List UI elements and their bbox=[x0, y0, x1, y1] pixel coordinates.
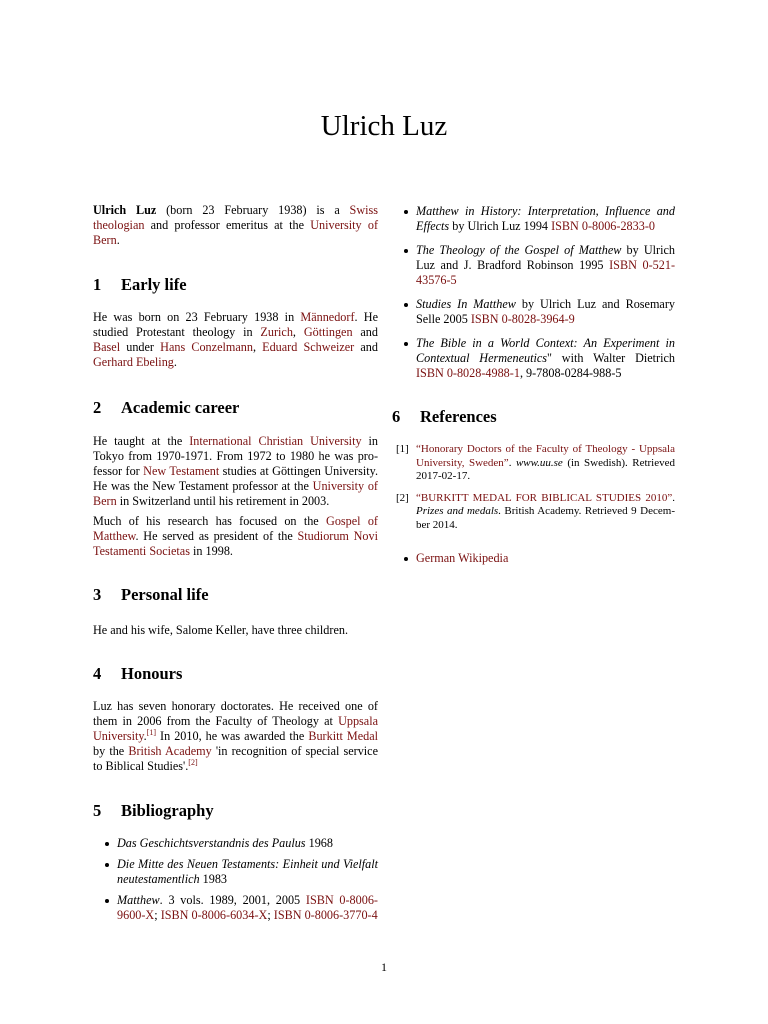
link-gospel-of-matthew[interactable]: Gospel of Matthew bbox=[93, 514, 378, 543]
link-university-of-bern[interactable]: University of Bern bbox=[93, 218, 378, 247]
heading-academic-career: 2 Academic career bbox=[93, 398, 240, 417]
link-burkitt-medal[interactable]: Burkitt Medal bbox=[308, 729, 378, 743]
link-isbn[interactable]: ISBN 0-8006-6034-X bbox=[160, 908, 268, 922]
academic-career-paragraph-2: Much of his research has focused on the Gospel of Matthew. He served as president of the Studiorum Novi Testamenti Societas in 1998. bbox=[93, 514, 379, 558]
heading-references: 6 References bbox=[392, 407, 497, 426]
link-uppsala-university[interactable]: Uppsala University bbox=[93, 714, 378, 743]
link-swiss-theologian[interactable]: Swiss theologian bbox=[93, 203, 378, 232]
link-basel[interactable]: Basel bbox=[93, 340, 121, 354]
academic-career-paragraph-1: He taught at the International Christian University in Tokyo from 1970-1971. From 1972 to 1980 he was professor for New Testament studies at Göttingen University. He was the New Testament professor at the University of Bern in Switzerland until his retirement in 2003. bbox=[93, 434, 379, 508]
page-title: Ulrich Luz bbox=[320, 110, 448, 142]
link-new-testament[interactable]: New Testament bbox=[143, 464, 220, 478]
early-life-paragraph: He was born on 23 February 1938 in Männedorf. He studied Protestant theology in Zurich, Göttingen and Basel under Hans Conzelmann, Eduard Schweizer and Gerhard Ebeling. bbox=[93, 310, 378, 369]
intro-paragraph: Ulrich Luz (born 23 February 1938) is a Swiss theologian and professor emeritus at the University of Bern. bbox=[93, 203, 378, 247]
bibliography-list-left bbox=[93, 836, 378, 923]
link-eduard-schweizer[interactable]: Eduard Schweizer bbox=[262, 340, 355, 354]
bibliography-list-right bbox=[392, 204, 675, 381]
link-isbn[interactable]: ISBN 0-8028-4988-1 bbox=[416, 366, 520, 380]
link-reference-burkitt[interactable]: “BURKITT MEDAL FOR BIBLICAL STUDIES 2010” bbox=[416, 491, 673, 504]
bibliography-item: Studies In Matthew by Ulrich Luz and Rosemary Selle 2005 ISBN 0-8028-3964-9 bbox=[392, 297, 675, 327]
link-hans-conzelmann[interactable]: Hans Conzelmann bbox=[160, 340, 253, 354]
heading-personal-life: 3 Personal life bbox=[93, 585, 209, 604]
external-links bbox=[392, 551, 675, 566]
bibliography-item: The Bible in a World Context: An Experiment in Contextual Hermeneutics" with Walter Dietrich ISBN 0-8028-4988-1, 9-7808-0284-988-5 bbox=[392, 336, 675, 381]
link-university-of-bern-2[interactable]: University of Bern bbox=[93, 479, 378, 508]
link-maennedorf[interactable]: Männedorf bbox=[300, 310, 355, 324]
heading-honours: 4 Honours bbox=[93, 664, 183, 683]
bibliography-item: The Theology of the Gospel of Matthew by Ulrich Luz and J. Bradford Robinson 1995 ISBN 0-521-43576-5 bbox=[392, 243, 675, 288]
honours-paragraph: Luz has seven honorary doctorates. He received one of them in 2006 from the Faculty of Theology at Uppsala University.[1] In 2010, he was awarded the Burkitt Medal by the British Academy 'in recognition of special service to Biblical Studies'.[2] bbox=[93, 699, 379, 773]
link-british-academy[interactable]: British Academy bbox=[128, 744, 212, 758]
reference-number: [1] bbox=[396, 443, 409, 455]
link-isbn[interactable]: ISBN 0-8028-3964-9 bbox=[470, 312, 575, 326]
bibliography-item: Matthew in History: Interpretation, Influence and Effects by Ulrich Luz 1994 ISBN 0-8006-2833-0 bbox=[392, 204, 675, 234]
bibliography-item: Matthew. 3 vols. 1989, 2001, 2005 ISBN 0-8006-9600-X; ISBN 0-8006-6034-X; ISBN 0-8006-3770-4 bbox=[93, 893, 378, 923]
citation-1[interactable]: [1] bbox=[146, 727, 157, 737]
personal-life-paragraph: He and his wife, Salome Keller, have three children. bbox=[93, 623, 349, 637]
link-international-christian-university[interactable]: International Christian University bbox=[189, 434, 362, 448]
bibliography-item: Die Mitte des Neuen Testaments: Einheit und Vielfalt neutestamentlich 1983 bbox=[93, 857, 378, 887]
citation-2[interactable]: [2] bbox=[188, 757, 198, 767]
reference-number: [2] bbox=[396, 491, 409, 504]
heading-bibliography: 5 Bibliography bbox=[93, 801, 214, 820]
link-zurich[interactable]: Zurich bbox=[260, 325, 293, 339]
link-isbn[interactable]: ISBN 0-8006-2833-0 bbox=[551, 219, 655, 233]
link-isbn[interactable]: ISBN 0-521-43576-5 bbox=[416, 258, 675, 287]
link-german-wikipedia[interactable]: German Wikipedia bbox=[416, 551, 509, 565]
link-isbn[interactable]: ISBN 0-8006-3770-4 bbox=[273, 908, 378, 922]
link-isbn[interactable]: ISBN 0-8006-9600-X bbox=[117, 893, 378, 922]
link-goettingen[interactable]: Göttingen bbox=[303, 325, 353, 339]
link-gerhard-ebeling[interactable]: Gerhard Ebeling bbox=[93, 355, 174, 369]
reference-item: [1] “Honorary Doctors of the Faculty of Theology - Uppsala University, Sweden”. www.uu.se (in Swedish). Retrieved 2017-02-17. bbox=[396, 443, 675, 482]
subject-name: Ulrich Luz bbox=[93, 203, 157, 217]
page-number: 1 bbox=[381, 960, 387, 974]
link-studiorum-novi-testamenti-societas[interactable]: Studiorum Novi Testamenti Societas bbox=[93, 529, 379, 558]
external-link-item bbox=[392, 551, 675, 566]
link-reference-uppsala[interactable]: “Honorary Doctors of the Faculty of Theology - Uppsala University, Sweden” bbox=[416, 443, 675, 469]
references-list bbox=[392, 443, 675, 532]
reference-item: [2] “BURKITT MEDAL FOR BIBLICAL STUDIES 2010”. Prizes and medals. British Academy. Retrieved 9 December 2014. bbox=[396, 491, 675, 531]
heading-early-life: 1 Early life bbox=[93, 275, 187, 294]
bibliography-item: Das Geschichtsverstandnis des Paulus 1968 bbox=[93, 836, 378, 851]
